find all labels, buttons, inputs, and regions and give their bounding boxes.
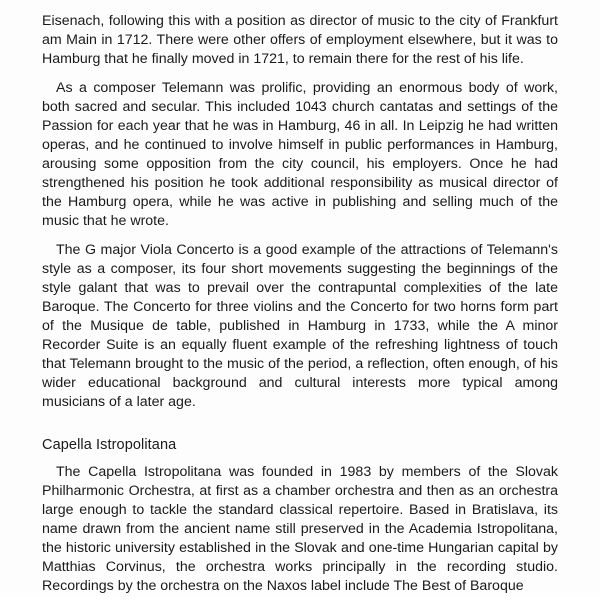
paragraph-composer-prolific: As a composer Telemann was prolific, providing an enormous body of work, both sacred and secular. This included 1043 church cantatas and settings of the Passion for each year that he was in Hamburg, 46 in all. In Leipzig he had written operas, and he continued to involve himself in public performances in Hamburg, arousing some opposition from the city council, his employers. Once he had strengthened his position he took additional responsibility as musical director of the Hamburg opera, while he was active in publishing and selling much of the music that he wrote. <box>42 80 558 229</box>
paragraph-eisenach: Eisenach, following this with a position as director of music to the city of Frankfurt am Main in 1712. There were other offers of employment elsewhere, but it was to Hamburg that he finally moved in 1721, to remain there for the rest of his life. <box>42 13 558 67</box>
paragraph-viola-concerto: The G major Viola Concerto is a good example of the attractions of Telemann's style as a composer, its four short movements suggesting the beginnings of the style galant that was to prevail over the contrapuntal complexities of the late Baroque. The Concerto for three violins and the Concerto for two horns form part of the Musique de table, published in Hamburg in 1733, while the A minor Recorder Suite is an equally fluent example of the refreshing lightness of touch that Telemann brought to the music of the period, a reflection, often enough, of his wider educational background and cultural interests more typical among musicians of a later age. <box>42 242 558 410</box>
section-heading: Capella Istropolitana <box>42 437 177 453</box>
text-column <box>42 12 558 606</box>
paragraph-capella-istropolitana: The Capella Istropolitana was founded in 1983 by members of the Slovak Philharmonic Orchestra, at first as a chamber orchestra and then as an orchestra large enough to tackle the standard classical repertoire. Based in Bratislava, its name drawn from the ancient name still preserved in the Academia Istropolitana, the historic university established in the Slovak and one-time Hungarian capital by Matthias Corvinus, the orchestra works principally in the recording studio. Recordings by the orchestra on the Naxos label include The Best of Baroque <box>42 464 558 594</box>
